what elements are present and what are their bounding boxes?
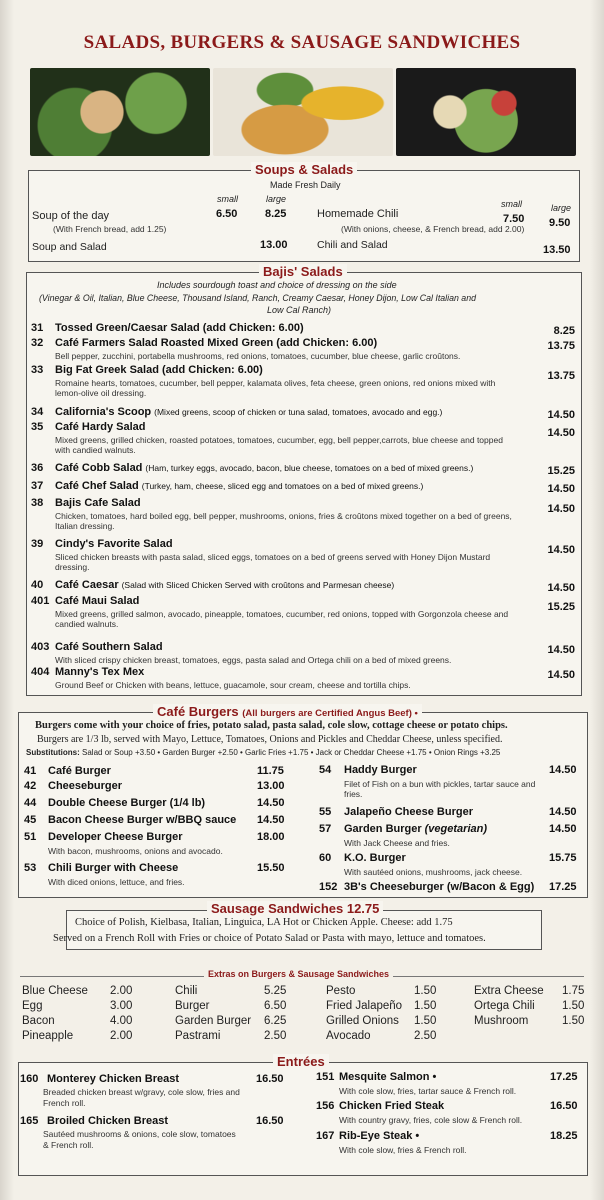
salad-name: Café Caesar (Salad with Sliced Chicken Served with croûtons and Parmesan cheese)	[55, 579, 395, 591]
entree-desc: With cole slow, fries, tartar sauce & French roll.	[339, 1086, 517, 1096]
soup-of-day-small: 6.50	[216, 208, 238, 220]
extra-price: 1.50	[414, 1015, 437, 1027]
burger-name: Chili Burger with Cheese	[48, 862, 179, 874]
page-title: SALADS, BURGERS & SAUSAGE SANDWICHES	[83, 32, 521, 53]
burger-price: 14.50	[549, 823, 577, 835]
soup-of-day-name: Soup of the day	[32, 210, 110, 222]
salad-inline-desc: (Turkey, ham, cheese, sliced egg and tomatoes on a bed of mixed greens.)	[141, 481, 424, 491]
burger-desc: With sautéed onions, mushrooms, jack cheese.	[344, 867, 523, 877]
burger-name: Jalapeño Cheese Burger	[344, 806, 473, 818]
salad-name: Big Fat Greek Salad (add Chicken: 6.00)	[55, 364, 263, 376]
chili-desc: (With onions, cheese, & French bread, add 2.00)	[341, 224, 525, 234]
soups-heading: Soups & Salads	[251, 162, 357, 177]
burger-name: Haddy Burger	[344, 764, 417, 776]
salad-number: 37	[31, 480, 44, 492]
soup-salad-name: Soup and Salad	[32, 241, 107, 253]
sausage-heading: Sausage Sandwiches 12.75	[207, 901, 383, 916]
burger-number: 51	[24, 831, 37, 843]
entree-desc-2: & French roll.	[43, 1140, 94, 1150]
burger-price: 14.50	[257, 814, 285, 826]
salad-number: 35	[31, 421, 44, 433]
sausage-section	[53, 901, 542, 950]
salad-desc: Mixed greens, grilled salmon, avocado, pineapple, tomatoes, cucumber, red onions, topped with Gorgonzola cheese and	[55, 609, 509, 619]
extra-name: Ortega Chili	[474, 1000, 535, 1012]
salad-number: 32	[31, 337, 44, 349]
salad-desc: With sliced crispy chicken breast, tomatoes, eggs, pasta salad and Ortega chili on a bed of mixed greens.	[55, 655, 452, 665]
extra-name: Mushroom	[474, 1015, 529, 1027]
entree-number: 165	[20, 1115, 39, 1127]
salad-desc: Chicken, tomatoes, hard boiled egg, bell pepper, mushrooms, onions, fries & croûtons mixed together on a bed of greens,	[55, 511, 512, 521]
burger-desc: With bacon, mushrooms, onions and avocado.	[48, 846, 223, 856]
salad-name: Café Southern Salad	[55, 641, 163, 653]
soups-subheading: Made Fresh Daily	[270, 180, 341, 190]
salad-price: 8.25	[553, 325, 575, 337]
soup-salad-price: 13.00	[260, 239, 288, 251]
salads-intro-1: Includes sourdough toast and choice of dressing on the side	[157, 280, 397, 290]
salad-desc-2: Italian dressing.	[55, 521, 115, 531]
burger-desc-2: fries.	[344, 789, 363, 799]
salad-number: 33	[31, 364, 44, 376]
burger-number: 152	[319, 881, 338, 893]
salad-desc: Bell pepper, zucchini, portabella mushrooms, red onions, tomatoes, cucumber, blue cheese, garlic croûtons.	[55, 351, 461, 361]
extra-price: 4.00	[110, 1015, 133, 1027]
burger-name: 3B's Cheeseburger (w/Bacon & Egg)	[344, 881, 535, 893]
entree-name: Broiled Chicken Breast	[47, 1115, 169, 1127]
burgers-heading-wrap	[153, 704, 422, 719]
burgers-line-2: Burgers are 1/3 lb, served with Mayo, Lettuce, Tomatoes, Onions and Pickles and Cheddar Cheese, unless specified.	[37, 734, 503, 745]
burger-number: 42	[24, 780, 37, 792]
burgers-section	[18, 704, 588, 898]
salad-desc: Ground Beef or Chicken with beans, lettuce, guacamole, sour cream, cheese and tortilla chips.	[55, 680, 411, 690]
salad-price: 13.75	[547, 370, 575, 382]
extra-price: 3.00	[110, 1000, 133, 1012]
salad-name: Bajis Cafe Salad	[55, 497, 141, 509]
salads-heading: Bajis' Salads	[259, 264, 347, 279]
extra-name: Pesto	[326, 985, 356, 997]
entree-name: Mesquite Salmon •	[339, 1071, 437, 1083]
salad-name: Cindy's Favorite Salad	[55, 538, 173, 550]
salad-price: 14.50	[547, 503, 575, 515]
extra-price: 2.00	[110, 1030, 133, 1042]
salad-price: 15.25	[547, 465, 575, 477]
salad-inline-desc: (Mixed greens, scoop of chicken or tuna salad, tomatoes, avocado and egg.)	[154, 407, 443, 417]
burger-name-note: (vegetarian)	[424, 823, 487, 835]
extra-price: 1.75	[562, 985, 585, 997]
sausage-line-1: Choice of Polish, Kielbasa, Italian, Linguica, LA Hot or Chicken Apple. Cheese: add 1.75	[75, 917, 453, 928]
entree-price: 16.50	[256, 1115, 284, 1127]
burger-price: 14.50	[257, 797, 285, 809]
salad-number: 39	[31, 538, 44, 550]
salads-section	[26, 264, 582, 696]
extra-price: 2.50	[264, 1030, 287, 1042]
burger-name: Garden Burger (vegetarian)	[344, 823, 487, 835]
extra-name: Chili	[175, 985, 198, 997]
burger-name: Bacon Cheese Burger w/BBQ sauce	[48, 814, 237, 826]
entree-name: Monterey Chicken Breast	[47, 1073, 180, 1085]
burger-photo	[213, 68, 393, 156]
salad-desc-2: dressing.	[55, 562, 90, 572]
salad-desc-2: candied walnuts.	[55, 619, 119, 629]
salad-number: 403	[31, 641, 50, 653]
extra-name: Pastrami	[175, 1030, 221, 1042]
extra-name: Burger	[175, 1000, 210, 1012]
entrees-section	[18, 1054, 588, 1176]
entree-name: Rib-Eye Steak •	[339, 1130, 420, 1142]
extra-name: Fried Jalapeño	[326, 1000, 403, 1012]
burger-number: 41	[24, 765, 37, 777]
extra-name: Bacon	[22, 1015, 55, 1027]
burger-price: 14.50	[549, 806, 577, 818]
extra-name: Pineapple	[22, 1030, 74, 1042]
burger-number: 54	[319, 764, 332, 776]
size-large-left: large	[266, 194, 287, 204]
salad-price: 14.50	[547, 409, 575, 421]
salad-name: California's Scoop (Mixed greens, scoop of chicken or tuna salad, tomatoes, avocado and egg.)	[55, 406, 443, 418]
burgers-subs	[26, 748, 500, 757]
soup-of-day-desc: (With French bread, add 1.25)	[53, 224, 167, 234]
salad-desc: Mixed greens, grilled chicken, roasted potatoes, tomatoes, cucumber, egg, bell pepper,carrots, blue cheese and topped	[55, 435, 503, 445]
salad-price: 14.50	[547, 669, 575, 681]
extra-price: 2.50	[414, 1030, 437, 1042]
soup-of-day-large: 8.25	[265, 208, 287, 220]
extra-price: 6.25	[264, 1015, 287, 1027]
burger-name: Café Burger	[48, 765, 111, 777]
extra-price: 5.25	[264, 985, 287, 997]
entree-price: 16.50	[550, 1100, 578, 1112]
chef-salad-photo	[396, 68, 576, 156]
chili-large: 9.50	[549, 217, 571, 229]
extra-price: 1.50	[562, 1015, 585, 1027]
salad-price: 14.50	[547, 644, 575, 656]
salad-number: 404	[31, 666, 50, 678]
burger-number: 55	[319, 806, 332, 818]
soups-section	[28, 162, 580, 262]
entree-number: 167	[316, 1130, 335, 1142]
salad-name: Café Chef Salad (Turkey, ham, cheese, sliced egg and tomatoes on a bed of mixed greens.)	[55, 480, 424, 492]
burger-price: 15.50	[257, 862, 285, 874]
extra-price: 2.00	[110, 985, 133, 997]
size-small-left: small	[217, 194, 239, 204]
burger-number: 57	[319, 823, 332, 835]
extra-name: Grilled Onions	[326, 1015, 399, 1027]
salad-desc: Sliced chicken breasts with pasta salad, sliced eggs, tomatoes on a bed of greens served with Honey Dijon Mustard	[55, 552, 491, 562]
entree-name: Chicken Fried Steak	[339, 1100, 445, 1112]
size-large-right: large	[551, 203, 572, 213]
subs-text: Salad or Soup +3.50 • Garden Burger +2.50 • Garlic Fries +1.75 • Jack or Cheddar Cheese +1.75 • Onion Rings +3.25	[82, 748, 501, 757]
salad-number: 38	[31, 497, 44, 509]
burger-name: Cheeseburger	[48, 780, 122, 792]
burger-price: 13.00	[257, 780, 285, 792]
salad-photo	[30, 68, 210, 156]
sausage-line-2: Served on a French Roll with Fries or choice of Potato Salad or Pasta with mayo, lettuce and tomatoes.	[53, 933, 486, 944]
burger-desc: With diced onions, lettuce, and fries.	[48, 877, 185, 887]
burger-number: 45	[24, 814, 37, 826]
burger-desc: With Jack Cheese and fries.	[344, 838, 450, 848]
extra-name: Extra Cheese	[474, 985, 544, 997]
salad-number: 36	[31, 462, 44, 474]
burgers-heading-note: (All burgers are Certified Angus Beef) •	[242, 708, 418, 719]
entree-desc-2: French roll.	[43, 1098, 86, 1108]
burgers-heading: Café Burgers	[157, 704, 239, 719]
salads-intro-3: Low Cal Ranch)	[267, 305, 332, 315]
burger-price: 17.25	[549, 881, 577, 893]
entree-price: 16.50	[256, 1073, 284, 1085]
salad-number: 40	[31, 579, 44, 591]
salad-price: 13.75	[547, 340, 575, 352]
entree-desc: Breaded chicken breast w/gravy, cole slow, fries and	[43, 1087, 240, 1097]
burger-name: Developer Cheese Burger	[48, 831, 183, 843]
salad-desc-2: with candied walnuts.	[55, 445, 136, 455]
salad-inline-desc: (Ham, turkey eggs, avocado, bacon, blue cheese, tomatoes on a bed of mixed greens.)	[145, 463, 474, 473]
burgers-line-1: Burgers come with your choice of fries, potato salad, pasta salad, cole slow, cottage cheese or potato chips.	[35, 720, 508, 731]
subs-label: Substitutions:	[26, 748, 80, 757]
salad-price: 14.50	[547, 427, 575, 439]
salad-price: 15.25	[547, 601, 575, 613]
burger-price: 15.75	[549, 852, 577, 864]
extra-name: Avocado	[326, 1030, 371, 1042]
burger-name: Double Cheese Burger (1/4 lb)	[48, 797, 206, 809]
entree-desc: With cole slow, fries & French roll.	[339, 1145, 467, 1155]
salad-name: Café Hardy Salad	[55, 421, 146, 433]
salad-number: 401	[31, 595, 50, 607]
size-small-right: small	[501, 199, 523, 209]
salad-price: 14.50	[547, 483, 575, 495]
entree-number: 160	[20, 1073, 39, 1085]
salad-number: 34	[31, 406, 44, 418]
salad-desc-2: lemon-olive oil dressing.	[55, 388, 147, 398]
chili-small: 7.50	[503, 213, 525, 225]
burger-number: 44	[24, 797, 37, 809]
salad-name: Café Cobb Salad (Ham, turkey eggs, avocado, bacon, blue cheese, tomatoes on a bed of mixed greens.)	[55, 462, 474, 474]
burger-price: 18.00	[257, 831, 285, 843]
extra-name: Egg	[22, 1000, 43, 1012]
salad-price: 14.50	[547, 582, 575, 594]
extra-price: 1.50	[414, 985, 437, 997]
burger-desc: Filet of Fish on a bun with pickles, tartar sauce and	[344, 779, 536, 789]
salads-intro-2: (Vinegar & Oil, Italian, Blue Cheese, Thousand Island, Ranch, Creamy Caesar, Honey Dijon, Low Cal Italian and	[39, 293, 476, 303]
salad-inline-desc: (Salad with Sliced Chicken Served with croûtons and Parmesan cheese)	[121, 580, 395, 590]
extra-name: Garden Burger	[175, 1015, 252, 1027]
burger-number: 60	[319, 852, 332, 864]
chili-salad-name: Chili and Salad	[317, 239, 388, 251]
salad-name: Manny's Tex Mex	[55, 666, 145, 678]
chili-name: Homemade Chili	[317, 208, 399, 220]
chili-salad-price: 13.50	[543, 244, 571, 256]
entree-number: 151	[316, 1071, 335, 1083]
extras-heading: Extras on Burgers & Sausage Sandwiches	[204, 969, 393, 979]
burger-name: K.O. Burger	[344, 852, 406, 864]
extra-name: Blue Cheese	[22, 985, 88, 997]
burger-price: 11.75	[257, 765, 284, 777]
extra-price: 1.50	[414, 1000, 437, 1012]
entree-price: 17.25	[550, 1071, 578, 1083]
entree-desc: With country gravy, fries, cole slow & French roll.	[339, 1115, 523, 1125]
extra-price: 6.50	[264, 1000, 287, 1012]
entrees-heading: Entrées	[273, 1054, 329, 1069]
salad-name: Tossed Green/Caesar Salad (add Chicken: 6.00)	[55, 322, 304, 334]
entree-number: 156	[316, 1100, 335, 1112]
salad-price: 14.50	[547, 544, 575, 556]
salad-number: 31	[31, 322, 44, 334]
salad-desc: Romaine hearts, tomatoes, cucumber, bell pepper, kalamata olives, feta cheese, green onions, red onions mixed with	[55, 378, 496, 388]
entree-price: 18.25	[550, 1130, 578, 1142]
burger-number: 53	[24, 862, 37, 874]
extra-price: 1.50	[562, 1000, 585, 1012]
burger-price: 14.50	[549, 764, 577, 776]
entree-desc: Sautéed mushrooms & onions, cole slow, tomatoes	[43, 1129, 236, 1139]
photo-strip	[30, 68, 576, 156]
salad-name: Café Maui Salad	[55, 595, 140, 607]
salad-name: Café Farmers Salad Roasted Mixed Green (add Chicken: 6.00)	[55, 337, 378, 349]
